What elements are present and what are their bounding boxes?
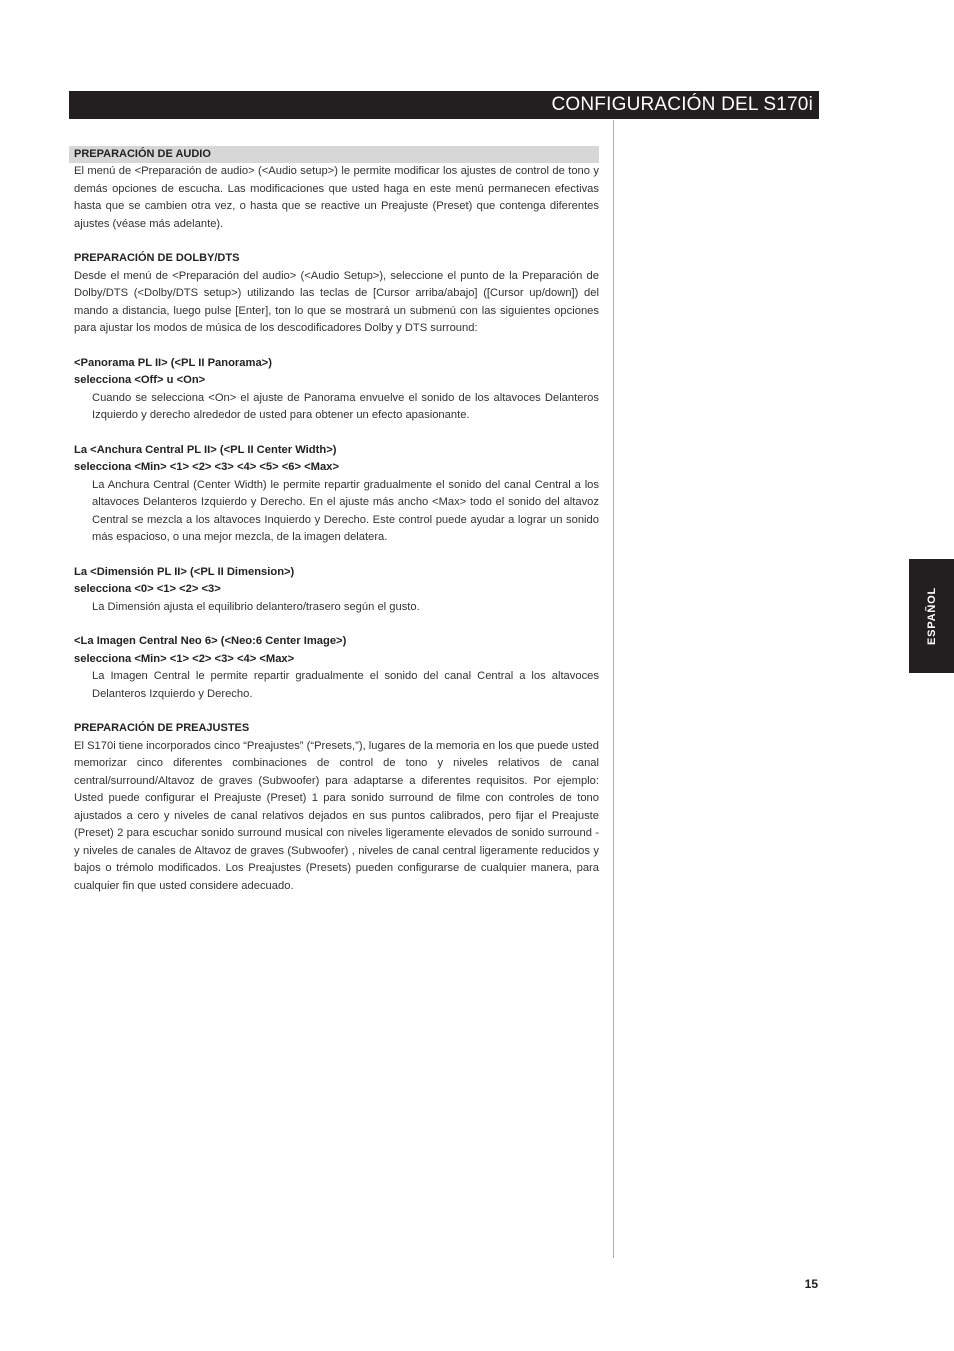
page-header-bar (69, 91, 819, 119)
option-values: selecciona <Min> <1> <2> <3> <4> <5> <6> <Max> (74, 461, 339, 473)
option-title: <Panorama PL II> (<PL II Panorama>) (74, 356, 272, 369)
main-content (74, 146, 599, 912)
section-audio (74, 163, 599, 233)
option-item (74, 633, 599, 703)
section-presets (74, 720, 599, 895)
option-values: selecciona <Min> <1> <2> <3> <4> <Max> (74, 652, 295, 665)
option-item (74, 355, 599, 425)
section-heading-presets: PREPARACIÓN DE PREAJUSTES (74, 722, 250, 734)
option-description: La Dimensión ajusta el equilibrio delantero/trasero según el gusto. (92, 600, 420, 613)
page-title: CONFIGURACIÓN DEL S170i (551, 94, 813, 115)
section-heading-dolby: PREPARACIÓN DE DOLBY/DTS (74, 252, 240, 264)
option-title: La <Anchura Central PL II> (<PL II Center Width>) (74, 443, 337, 456)
column-divider (613, 120, 614, 1258)
language-label: ESPAÑOL (925, 587, 938, 645)
language-side-tab (909, 559, 954, 673)
option-values: selecciona <Off> u <On> (74, 374, 206, 386)
option-item (74, 442, 599, 547)
paragraph-audio: El menú de <Preparación de audio> (<Audio setup>) le permite modificar los ajustes de control de tono y demás opciones de escucha. Las modificaciones que usted haga en este menú permanecen efectivas hasta que se cambien otra vez, o hasta que se reactive un Preajuste (Preset) que contenga diferentes ajustes (véase más adelante). (74, 165, 599, 230)
option-item (74, 564, 599, 617)
option-description: La Imagen Central le permite repartir gradualmente el sonido del canal Central a los altavoces Delanteros Izquierdo y Derecho. (92, 670, 599, 700)
option-values: selecciona <0> <1> <2> <3> (74, 583, 221, 595)
section-heading-audio: PREPARACIÓN DE AUDIO (74, 148, 211, 160)
section-dolby (74, 250, 599, 338)
paragraph-presets: El S170i tiene incorporados cinco “Preajustes” (“Presets,”), lugares de la memoria en los que puede usted memorizar cinco diferentes combinaciones de control de tono y niveles relativos de canal central/surround/Altavoz de graves (Subwoofer) para adaptarse a diferentes requisitos. Por ejemplo: Usted puede configurar el Preajuste (Preset) 1 para sonido surround de filme con controles de tono ajustados a cero y niveles de canal relativos dejados en sus puntos calibrados, pero fijar el Preajuste (Preset) 2 para escuchar sonido surround musical con niveles ligeramente elevados de sonido surround - y niveles de canales de Altavoz de graves (Subwoofer) , niveles de canal central ligeramente reducidos y bajos o trémolo modificados. Los Preajustes (Presets) pueden configurarse de cualquier manera, para cualquier fin que usted considere adecuado. (74, 739, 599, 892)
option-description: Cuando se selecciona <On> el ajuste de Panorama envuelve el sonido de los altavoces Delanteros Izquierdo y derecho alrededor de usted para obtener un efecto apasionante. (92, 391, 599, 421)
option-title: La <Dimensión PL II> (<PL II Dimension>) (74, 565, 295, 578)
paragraph-dolby: Desde el menú de <Preparación del audio> (<Audio Setup>), seleccione el punto de la Preparación de Dolby/DTS (<Dolby/DTS setup>) utilizando las teclas de [Cursor arriba/abajo] ([Cursor up/down]) del mando a distancia, luego pulse [Enter], ton lo que se mostrará un submenú con las siguientes opciones para ajustar los modos de música de los descodificadores Dolby y DTS surround: (74, 269, 599, 334)
option-description: La Anchura Central (Center Width) le permite repartir gradualmente el sonido del canal Central a los altavoces Delanteros Izquierdo y Derecho. En el ajuste más ancho <Max> todo el sonido del altavoz Central se mezcla a los altavoces Inquierdo y Derecho. Este control puede ayudar a lograr un sonido más espacioso, o una mejor mezcla, de la imagen delatera. (92, 478, 599, 543)
option-title: <La Imagen Central Neo 6> (<Neo:6 Center Image>) (74, 635, 347, 647)
page-number: 15 (804, 1277, 818, 1291)
